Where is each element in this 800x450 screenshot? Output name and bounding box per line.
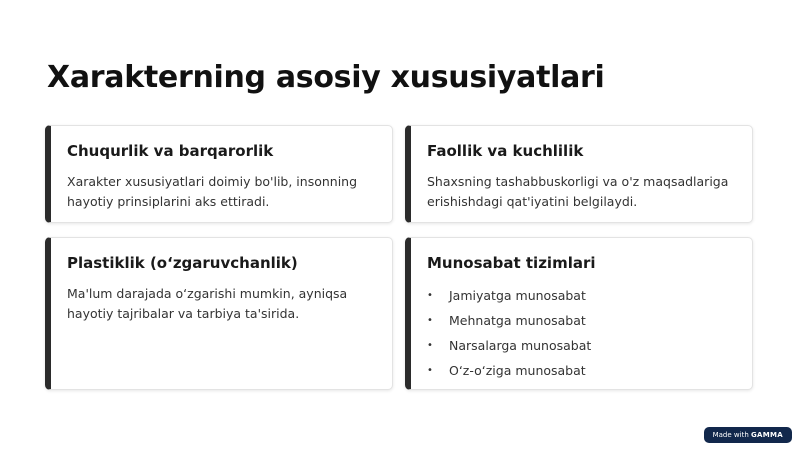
card-activity-strength	[405, 125, 753, 223]
card-text: Ma'lum darajada o‘zgarishi mumkin, ayniqsa hayotiy tajribalar va tarbiya ta'sirida.	[67, 286, 348, 321]
card-relationship-systems	[405, 237, 753, 390]
bullet-icon: •	[427, 290, 433, 301]
card-heading: Plastiklik (o‘zgaruvchanlik)	[67, 254, 298, 272]
list-item: • Mehnatga munosabat	[427, 308, 591, 333]
list-item: • O‘z-o‘ziga munosabat	[427, 358, 591, 383]
slide-title: Xarakterning asosiy xususiyatlari	[47, 60, 605, 95]
list-item: • Jamiyatga munosabat	[427, 283, 591, 308]
bullet-icon: •	[427, 315, 433, 326]
card-text: Shaxsning tashabbuskorligi va o'z maqsadlariga erishishdagi qat'iyatini belgilaydi.	[427, 174, 729, 209]
badge-brand: GAMMA	[750, 431, 783, 439]
card-depth-stability	[45, 125, 393, 223]
card-heading: Munosabat tizimlari	[427, 254, 596, 272]
badge-prefix: Made with	[712, 431, 749, 439]
card-text: Xarakter xususiyatlari doimiy bo'lib, insonning hayotiy prinsiplarini aks ettiradi.	[67, 174, 358, 209]
bullet-icon: •	[427, 340, 433, 351]
made-with-gamma-badge[interactable]	[704, 427, 792, 443]
card-heading: Faollik va kuchlilik	[427, 142, 584, 160]
card-plasticity	[45, 237, 393, 390]
list-item: • Narsalarga munosabat	[427, 333, 591, 358]
card-heading: Chuqurlik va barqarorlik	[67, 142, 274, 160]
bullet-icon: •	[427, 365, 433, 376]
relationship-list	[427, 283, 591, 383]
